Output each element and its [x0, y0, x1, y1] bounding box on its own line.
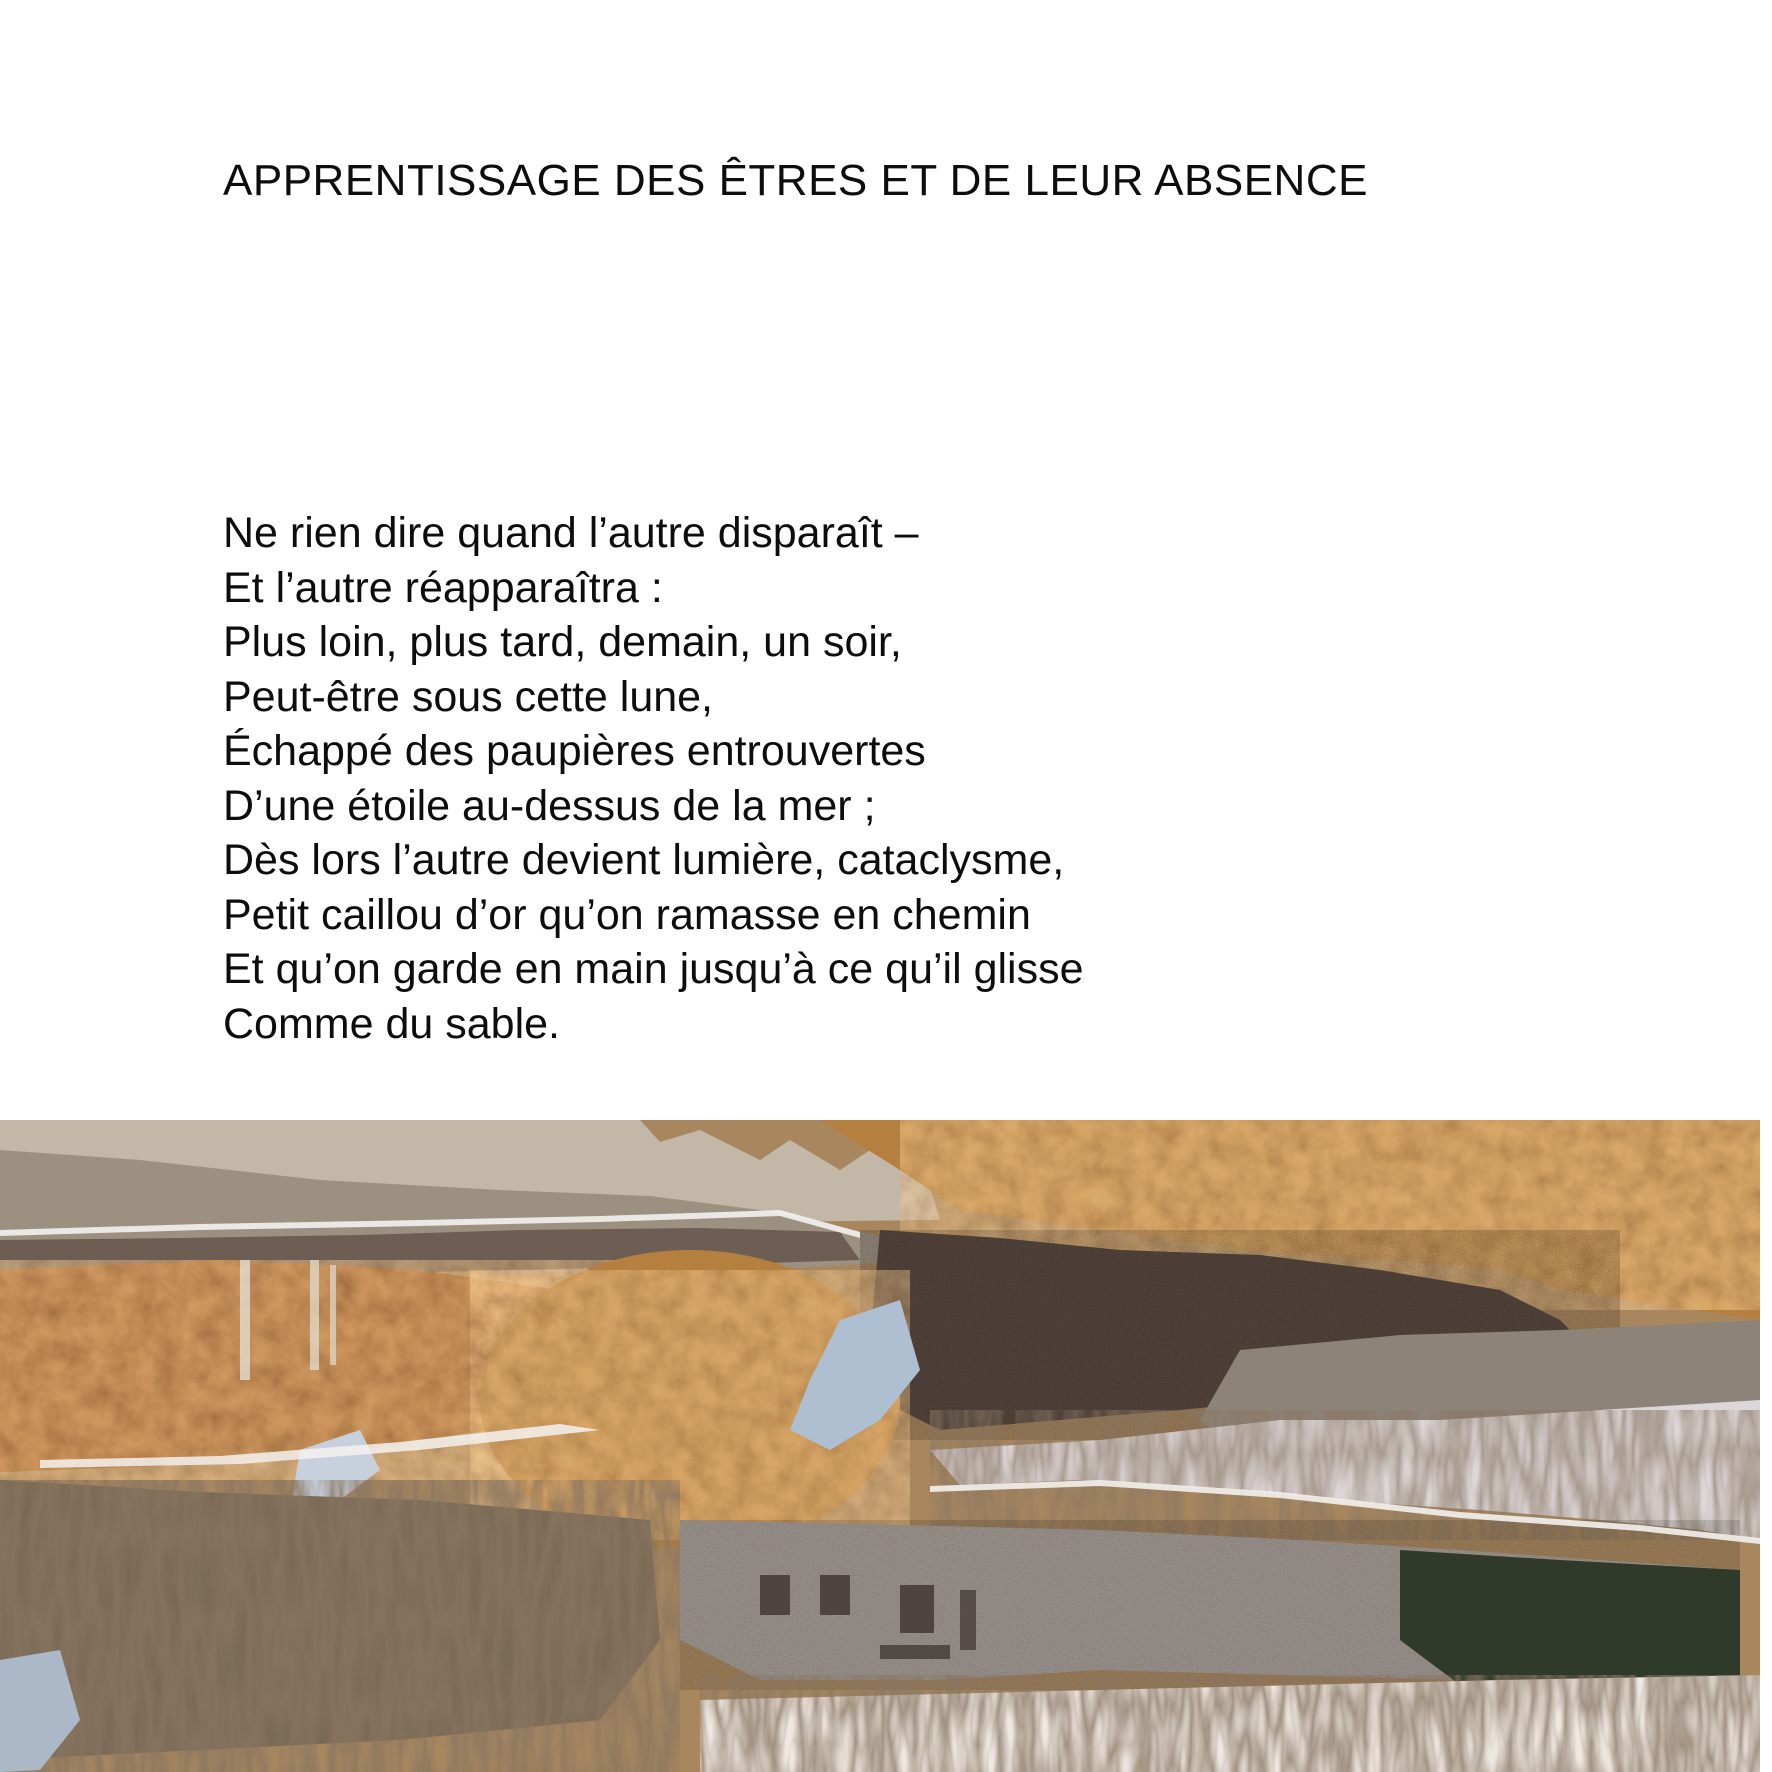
twig-texture-bottom [700, 1675, 1760, 1772]
poem-line: Comme du sable. [223, 999, 560, 1048]
facade-window [820, 1575, 850, 1615]
poem-line: D’une étoile au-dessus de la mer ; [223, 781, 876, 830]
birch-2 [310, 1260, 319, 1370]
birch-1 [240, 1260, 250, 1380]
facade-window [760, 1575, 790, 1615]
poem-line: Petit caillou d’or qu’on ramasse en chemin [223, 890, 1031, 939]
twig-texture-left [0, 1480, 680, 1772]
poem-line: Et qu’on garde en main jusqu’à ce qu’il glisse [223, 945, 1084, 993]
poem-line: Et l’autre réapparaîtra : [223, 563, 663, 612]
poem-line: Ne rien dire quand l’autre disparaît – [223, 509, 919, 557]
collage-image [0, 1120, 1760, 1772]
birch-3 [330, 1265, 336, 1365]
facade-window [880, 1645, 950, 1659]
poem [223, 506, 1084, 1051]
poem-line: Peut-être sous cette lune, [223, 672, 714, 721]
collage-illustration [0, 1120, 1760, 1772]
torn-strip-green [1400, 1550, 1740, 1685]
facade-window [960, 1590, 976, 1650]
poem-line: Plus loin, plus tard, demain, un soir, [223, 618, 902, 666]
poem-line: Échappé des paupières entrouvertes [223, 727, 926, 775]
page-title: APPRENTISSAGE DES ÊTRES ET DE LEUR ABSENCE [223, 156, 1368, 205]
poem-line: Dès lors l’autre devient lumière, cataclysme, [223, 836, 1065, 884]
facade-window [900, 1585, 934, 1633]
